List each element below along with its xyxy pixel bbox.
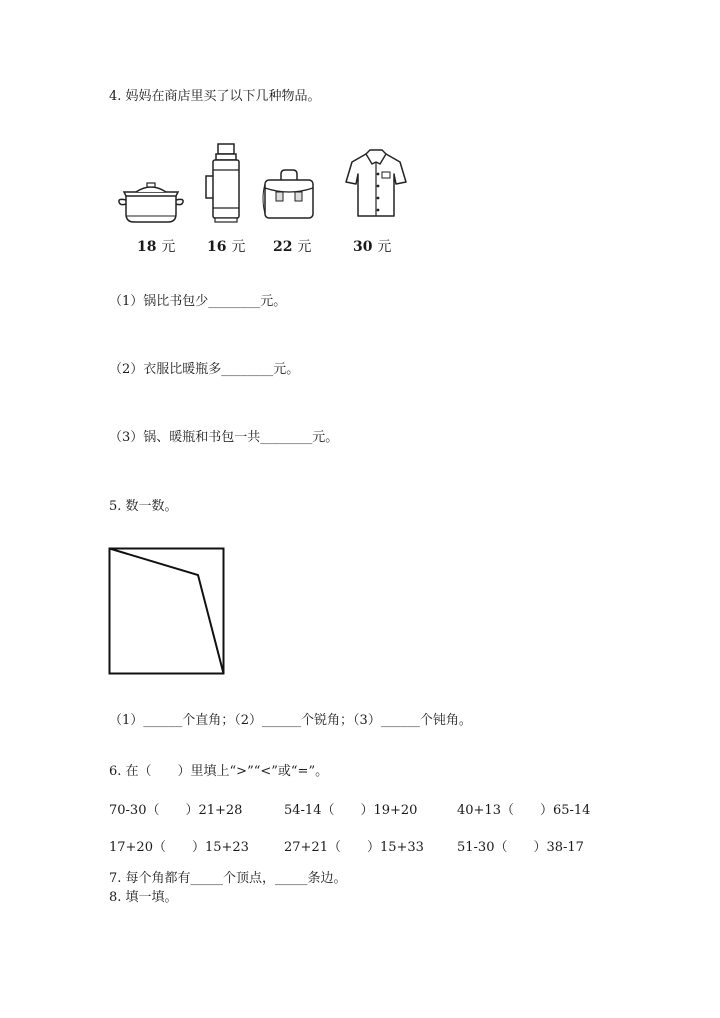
thermos-icon	[203, 142, 245, 224]
price-thermos: 16 元	[207, 239, 246, 255]
q4-sub1: （1）锅比书包少________元。	[109, 294, 287, 309]
price-pot: 18 元	[137, 239, 176, 255]
q7-text: 7. 每个角都有_____个顶点，_____条边。	[109, 871, 347, 886]
schoolbag-icon	[261, 168, 317, 222]
compare-item: 17+20（ ）15+23	[109, 840, 249, 855]
q4-title: 4. 妈妈在商店里买了以下几种物品。	[109, 89, 321, 104]
compare-item: 40+13（ ）65-14	[457, 803, 591, 818]
compare-item: 54-14（ ）19+20	[284, 803, 418, 818]
q4-sub3: （3）锅、暖瓶和书包一共________元。	[109, 430, 339, 445]
price-shirt: 30 元	[353, 239, 392, 255]
compare-item: 27+21（ ）15+33	[284, 840, 424, 855]
q4-sub2: （2）衣服比暖瓶多________元。	[109, 362, 300, 377]
q5-title: 5. 数一数。	[109, 499, 178, 514]
compare-item: 51-30（ ）38-17	[457, 840, 584, 855]
angle-figure	[108, 547, 226, 675]
q6-title: 6. 在（ ）里填上“>”“<”或“=”。	[109, 764, 329, 779]
pot-icon	[116, 180, 186, 226]
price-schoolbag: 22 元	[273, 239, 312, 255]
compare-item: 70-30（ ）21+28	[109, 803, 243, 818]
shirt-icon	[344, 148, 408, 220]
q5-answer-line: （1）______个直角；（2）______个锐角；（3）______个钝角。	[109, 713, 472, 728]
q8-text: 8. 填一填。	[109, 890, 178, 905]
